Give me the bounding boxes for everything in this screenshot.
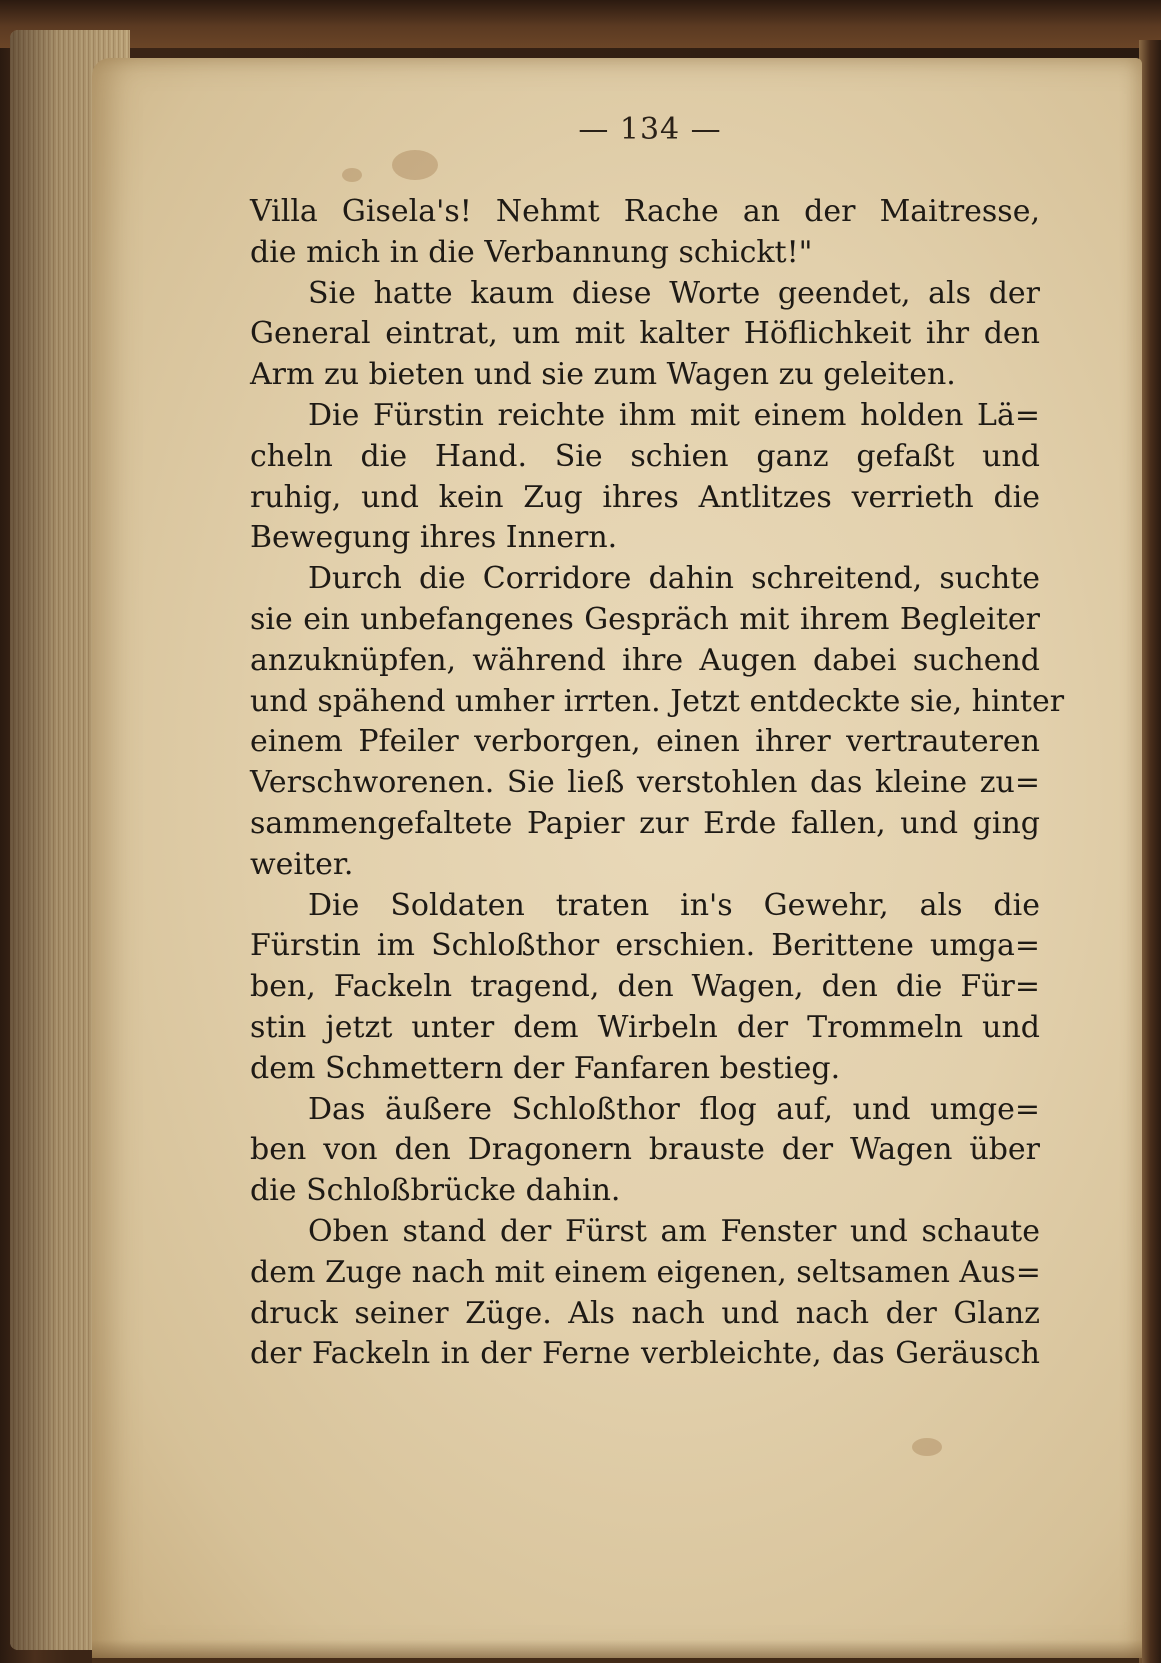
text-line: Die Soldaten traten in's Gewehr, als die <box>308 887 1040 923</box>
body-text <box>250 192 1065 1375</box>
text-line: ruhig, und kein Zug ihres Antlitzes verrieth die <box>250 479 1040 515</box>
text-line: weiter. <box>250 846 354 882</box>
text-line: einem Pfeiler verborgen, einen ihrer vertrauteren <box>250 724 1040 760</box>
text-line: ben von den Dragonern brauste der Wagen über <box>250 1132 1040 1168</box>
text-line: und spähend umher irrten. Jetzt entdeckte sie, hinter <box>250 683 1065 719</box>
text-line: ben, Fackeln tragend, den Wagen, den die Für= <box>250 969 1040 1005</box>
text-line: dem Zuge nach mit einem eigenen, seltsamen Aus= <box>250 1254 1041 1290</box>
text-line: die Schloßbrücke dahin. <box>250 1173 621 1209</box>
text-line: der Fackeln in der Ferne verbleichte, das Geräusch <box>250 1336 1040 1372</box>
paper-stain <box>912 1438 942 1456</box>
text-line: Durch die Corridore dahin schreitend, suchte <box>308 561 1040 597</box>
book-cover-right-edge <box>1139 40 1161 1663</box>
text-line: die mich in die Verbannung schickt!" <box>250 234 813 270</box>
paper-stain <box>342 168 362 182</box>
text-line: Arm zu bieten und sie zum Wagen zu geleiten. <box>250 357 956 393</box>
text-line: Fürstin im Schloßthor erschien. Berittene umga= <box>250 928 1040 964</box>
text-line: Das äußere Schloßthor flog auf, und umge= <box>308 1091 1040 1127</box>
paper-stain <box>392 150 438 180</box>
text-line: dem Schmettern der Fanfaren bestieg. <box>250 1050 841 1086</box>
text-line: druck seiner Züge. Als nach und nach der Glanz <box>250 1295 1040 1331</box>
text-line: Verschworenen. Sie ließ verstohlen das kleine zu= <box>250 765 1040 801</box>
text-line: stin jetzt unter dem Wirbeln der Trommeln und <box>250 1009 1040 1045</box>
page-number-header: — 134 — <box>578 112 722 147</box>
text-line: General eintrat, um mit kalter Höflichkeit ihr den <box>250 316 1040 352</box>
text-line: cheln die Hand. Sie schien ganz gefaßt und <box>250 438 1040 474</box>
text-line: sammengefaltete Papier zur Erde fallen, und ging <box>250 805 1040 841</box>
text-line: sie ein unbefangenes Gespräch mit ihrem Begleiter <box>250 601 1040 637</box>
page-bottom-shadow <box>92 1640 1142 1663</box>
text-line: Sie hatte kaum diese Worte geendet, als der <box>308 275 1040 311</box>
text-line: Oben stand der Fürst am Fenster und schaute <box>308 1213 1040 1249</box>
text-line: Die Fürstin reichte ihm mit einem holden Lä= <box>308 397 1040 433</box>
text-line: Villa Gisela's! Nehmt Rache an der Maitresse, <box>250 194 1040 229</box>
text-line: Bewegung ihres Innern. <box>250 520 618 556</box>
text-line: anzuknüpfen, während ihre Augen dabei suchend <box>250 642 1040 678</box>
book-cover-top-edge <box>0 0 1161 48</box>
